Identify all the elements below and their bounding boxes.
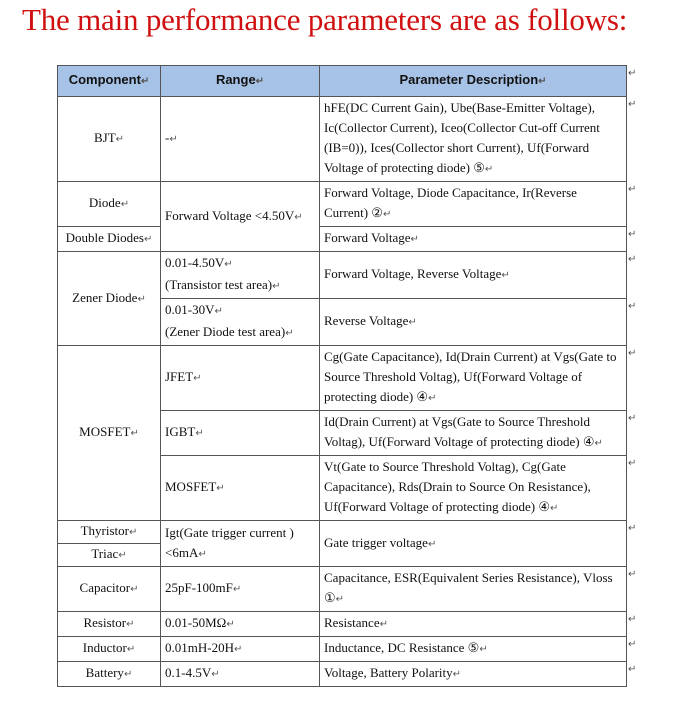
row-end-mark: ↵: [628, 638, 637, 650]
row-end-mark: ↵: [628, 613, 637, 625]
parameters-table: [57, 65, 627, 687]
description-cell: Forward Voltage, Diode Capacitance, Ir(Reverse Current) ②↵: [320, 182, 627, 227]
row-end-mark: ↵: [628, 457, 637, 469]
row-end-mark: ↵: [628, 67, 637, 79]
description-cell: Capacitance, ESR(Equivalent Series Resistance), Vloss ①↵: [320, 567, 627, 612]
row-end-mark: ↵: [628, 300, 637, 312]
row-end-mark: ↵: [628, 522, 637, 534]
table-row-capacitor: [58, 567, 627, 612]
description-cell: Inductance, DC Resistance ⑤↵: [320, 637, 627, 662]
page-title: The main performance parameters are as follows:: [22, 2, 628, 37]
range-cell: 0.1-4.5V↵: [161, 662, 320, 687]
range-cell: IGBT↵: [161, 411, 320, 456]
description-cell: Voltage, Battery Polarity↵: [320, 662, 627, 687]
range-cell: Igt(Gate trigger current )<6mA↵: [161, 521, 320, 567]
table-row-double-diodes: [58, 227, 627, 252]
component-cell: Battery↵: [58, 662, 161, 687]
table-row-resistor: [58, 612, 627, 637]
range-cell: JFET↵: [161, 346, 320, 411]
component-cell: Thyristor↵ Triac↵: [58, 521, 161, 567]
row-end-mark: ↵: [628, 228, 637, 240]
range-cell: 0.01-30V↵ (Zener Diode test area)↵: [161, 299, 320, 346]
component-cell: Inductor↵: [58, 637, 161, 662]
table-header-row: [58, 66, 627, 97]
description-cell: Gate trigger voltage↵: [320, 521, 627, 567]
row-end-mark: ↵: [628, 347, 637, 359]
range-cell: 0.01-50MΩ↵: [161, 612, 320, 637]
component-cell: Diode↵: [58, 182, 161, 227]
description-cell: Forward Voltage, Reverse Voltage↵: [320, 252, 627, 299]
table-row-thyristor: [58, 521, 627, 567]
component-cell: Zener Diode↵: [58, 252, 161, 346]
description-cell: Resistance↵: [320, 612, 627, 637]
range-cell: Forward Voltage <4.50V↵: [161, 182, 320, 252]
table-row-bjt: [58, 97, 627, 182]
row-end-mark: ↵: [628, 568, 637, 580]
row-end-mark: ↵: [628, 412, 637, 424]
description-cell: Vt(Gate to Source Threshold Voltag), Cg(Gate Capacitance), Rds(Drain to Source On Resistance), Uf(Forward Voltage of protecting diode) ④↵: [320, 456, 627, 521]
description-cell: Reverse Voltage↵: [320, 299, 627, 346]
description-cell: hFE(DC Current Gain), Ube(Base-Emitter Voltage), Ic(Collector Current), Iceo(Collector Cut-off Current (IB=0)), Ices(Collector short Current), Uf(Forward Voltage of protecting diode) ⑤↵: [320, 97, 627, 182]
description-cell: Forward Voltage↵: [320, 227, 627, 252]
range-cell: MOSFET↵: [161, 456, 320, 521]
component-cell: BJT↵: [58, 97, 161, 182]
row-end-mark: ↵: [628, 98, 637, 110]
table-row-battery: [58, 662, 627, 687]
header-description: Parameter Description↵: [320, 66, 627, 97]
description-cell: Cg(Gate Capacitance), Id(Drain Current) at Vgs(Gate to Source Threshold Voltag), Uf(Forward Voltage of protecting diode) ④↵: [320, 346, 627, 411]
range-cell: 0.01-4.50V↵ (Transistor test area)↵: [161, 252, 320, 299]
range-cell: -↵: [161, 97, 320, 182]
table-row-diode: [58, 182, 627, 227]
table-row-zener-1: [58, 252, 627, 299]
component-cell: Capacitor↵: [58, 567, 161, 612]
component-cell: Double Diodes↵: [58, 227, 161, 252]
table-row-mosfet-jfet: [58, 346, 627, 411]
header-component: Component↵: [58, 66, 161, 97]
header-range: Range↵: [161, 66, 320, 97]
range-cell: 0.01mH-20H↵: [161, 637, 320, 662]
component-cell: Resistor↵: [58, 612, 161, 637]
component-cell: MOSFET↵: [58, 346, 161, 521]
range-cell: 25pF-100mF↵: [161, 567, 320, 612]
row-end-mark: ↵: [628, 663, 637, 675]
row-end-mark: ↵: [628, 183, 637, 195]
row-end-mark: ↵: [628, 253, 637, 265]
description-cell: Id(Drain Current) at Vgs(Gate to Source Threshold Voltag), Uf(Forward Voltage of protecting diode) ④↵: [320, 411, 627, 456]
table-row-inductor: [58, 637, 627, 662]
